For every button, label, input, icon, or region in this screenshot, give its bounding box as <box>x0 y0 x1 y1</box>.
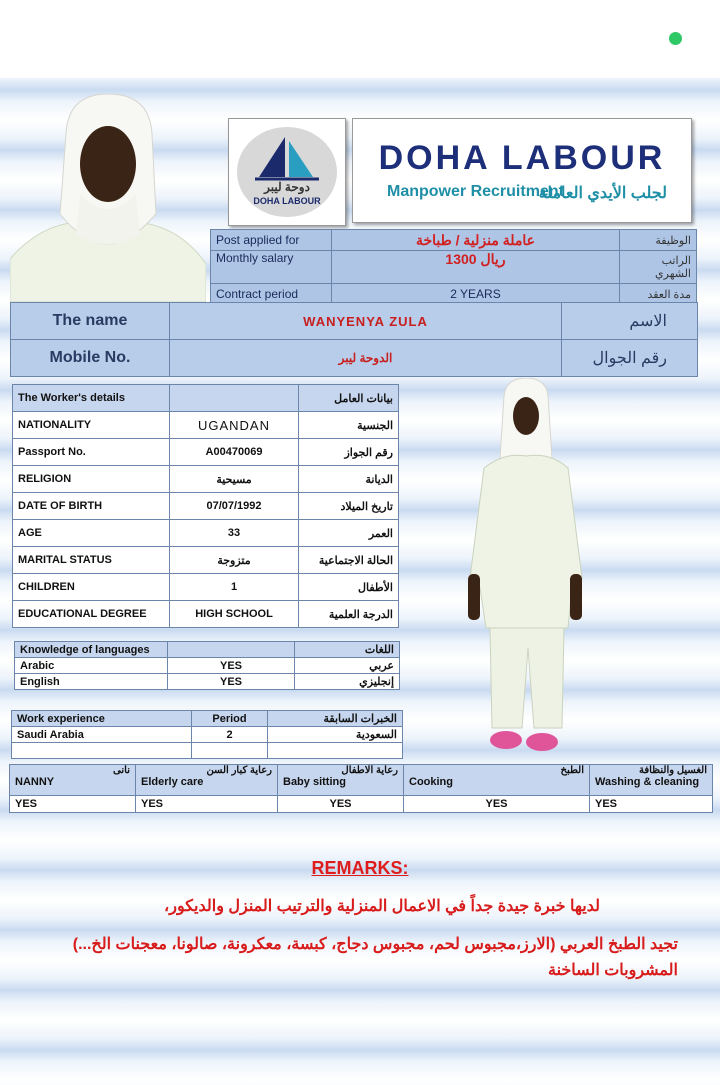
detail-label-ar: الدرجة العلمية <box>299 601 399 628</box>
skill-header-ar: الطبخ <box>560 765 584 776</box>
experience-row-empty <box>12 743 403 759</box>
top-white-band <box>0 0 720 78</box>
experience-period: 2 <box>192 727 268 743</box>
skill-header-nanny <box>10 765 136 796</box>
details-header-row <box>13 385 399 412</box>
skill-header-en: Elderly care <box>141 776 204 788</box>
skill-header-ar: الغسيل والنظافة <box>638 765 707 776</box>
detail-value: HIGH SCHOOL <box>170 601 299 628</box>
detail-label: RELIGION <box>13 466 170 493</box>
experience-header-en: Work experience <box>12 711 192 727</box>
detail-label: EDUCATIONAL DEGREE <box>13 601 170 628</box>
experience-country: Saudi Arabia <box>12 727 192 743</box>
detail-label: DATE OF BIRTH <box>13 493 170 520</box>
remarks-line-2: تجيد الطبخ العربي (الارز،مجبوس لحم، مجبوس دجاج، كبسة، معكرونة، صالونا، معجنات الخ...) المشروبات الساخنة <box>72 936 678 979</box>
languages-header-ar: اللغات <box>295 642 400 658</box>
detail-row <box>13 574 399 601</box>
detail-row <box>13 520 399 547</box>
language-row <box>15 658 400 674</box>
skill-header-ar: رعاية الاطفال <box>341 765 398 776</box>
salary-label-ar: الراتب الشهري <box>620 251 697 284</box>
language-value: YES <box>168 674 295 690</box>
detail-label: AGE <box>13 520 170 547</box>
languages-header-row <box>15 642 400 658</box>
post-value: عاملة منزلية / طباخة <box>332 230 620 251</box>
worker-fullbody-photo <box>464 378 586 762</box>
logo-english-text: DOHA LABOUR <box>253 196 321 206</box>
experience-country-ar: السعودية <box>268 727 403 743</box>
language-row <box>15 674 400 690</box>
remarks-title: REMARKS: <box>311 858 409 878</box>
language-label: English <box>15 674 168 690</box>
skill-header-ar: نانى <box>113 765 130 776</box>
detail-row <box>13 547 399 574</box>
mobile-label: Mobile No. <box>11 340 170 377</box>
post-table <box>210 229 697 305</box>
skill-header-cooking <box>404 765 590 796</box>
details-header-blank <box>170 385 299 412</box>
experience-row <box>12 727 403 743</box>
name-row <box>11 303 698 340</box>
logo-arabic-text: دوحة ليبر <box>264 180 310 194</box>
experience-header-period: Period <box>192 711 268 727</box>
skills-table <box>9 764 713 813</box>
contract-value: 2 YEARS <box>332 284 620 305</box>
salary-value: 1300 ريال <box>332 251 620 284</box>
post-label-ar: الوظيفة <box>620 230 697 251</box>
empty-cell <box>192 743 268 759</box>
post-label: Post applied for <box>211 230 332 251</box>
identity-table <box>10 302 698 377</box>
languages-header-blank <box>168 642 295 658</box>
brand-title: DOHA LABOUR <box>378 139 666 177</box>
skills-value-row <box>10 796 713 813</box>
detail-row <box>13 466 399 493</box>
name-label-ar: الاسم <box>562 303 698 340</box>
languages-header-en: Knowledge of languages <box>15 642 168 658</box>
detail-label-ar: تاريخ الميلاد <box>299 493 399 520</box>
mobile-row <box>11 340 698 377</box>
skill-value: YES <box>278 796 404 813</box>
contract-label: Contract period <box>211 284 332 305</box>
detail-row <box>13 439 399 466</box>
experience-header-row <box>12 711 403 727</box>
mobile-label-ar: رقم الجوال <box>562 340 698 377</box>
detail-label-ar: الجنسية <box>299 412 399 439</box>
detail-label-ar: الديانة <box>299 466 399 493</box>
name-value: WANYENYA ZULA <box>170 303 562 340</box>
empty-cell <box>268 743 403 759</box>
detail-label-ar: رقم الجواز <box>299 439 399 466</box>
skill-header-ar: رعاية كبار السن <box>206 765 272 776</box>
brand-banner <box>352 118 692 223</box>
experience-table <box>11 710 403 759</box>
worker-portrait-photo <box>10 94 206 302</box>
detail-value: مسيحية <box>170 466 299 493</box>
skills-header-row <box>10 765 713 796</box>
name-label: The name <box>11 303 170 340</box>
detail-row <box>13 493 399 520</box>
skill-value: YES <box>136 796 278 813</box>
language-label: Arabic <box>15 658 168 674</box>
languages-table <box>14 641 400 690</box>
detail-label-ar: العمر <box>299 520 399 547</box>
language-label-ar: عربي <box>295 658 400 674</box>
detail-value: A00470069 <box>170 439 299 466</box>
brand-subtitle-en: Manpower Recruitment <box>387 183 564 200</box>
detail-value: 07/07/1992 <box>170 493 299 520</box>
language-label-ar: إنجليزي <box>295 674 400 690</box>
detail-row <box>13 601 399 628</box>
online-status-dot <box>669 32 682 45</box>
skill-header-en: Washing & cleaning <box>595 776 700 788</box>
skill-value: YES <box>10 796 136 813</box>
brand-subtitle-ar: لجلب الأيدي العاملة <box>538 185 667 202</box>
details-header-en: The Worker's details <box>13 385 170 412</box>
detail-label: Passport No. <box>13 439 170 466</box>
salary-row <box>211 251 697 284</box>
company-logo <box>228 118 346 226</box>
detail-row <box>13 412 399 439</box>
skill-header-baby <box>278 765 404 796</box>
skill-header-en: NANNY <box>15 776 55 788</box>
detail-value: 33 <box>170 520 299 547</box>
language-value: YES <box>168 658 295 674</box>
experience-header-ar: الخبرات السابقة <box>268 711 403 727</box>
mobile-value: الدوحة ليبر <box>170 340 562 377</box>
detail-value: متزوجة <box>170 547 299 574</box>
skill-value: YES <box>590 796 713 813</box>
remarks-line-1: لديها خبرة جيدة جداً في الاعمال المنزلية والترتيب المنزل والديكور، <box>164 898 600 915</box>
skill-header-en: Baby sitting <box>283 776 346 788</box>
details-header-ar: بيانات العامل <box>299 385 399 412</box>
skill-value: YES <box>404 796 590 813</box>
post-row <box>211 230 697 251</box>
skill-header-washing <box>590 765 713 796</box>
detail-value: 1 <box>170 574 299 601</box>
worker-details-table <box>12 384 399 628</box>
detail-label-ar: الحالة الاجتماعية <box>299 547 399 574</box>
skill-header-en: Cooking <box>409 776 453 788</box>
detail-label: MARITAL STATUS <box>13 547 170 574</box>
skill-header-elderly <box>136 765 278 796</box>
contract-label-ar: مدة العقد <box>620 284 697 305</box>
detail-label: NATIONALITY <box>13 412 170 439</box>
salary-label: Monthly salary <box>211 251 332 284</box>
detail-value: UGANDAN <box>170 412 299 439</box>
detail-label: CHILDREN <box>13 574 170 601</box>
empty-cell <box>12 743 192 759</box>
detail-label-ar: الأطفال <box>299 574 399 601</box>
